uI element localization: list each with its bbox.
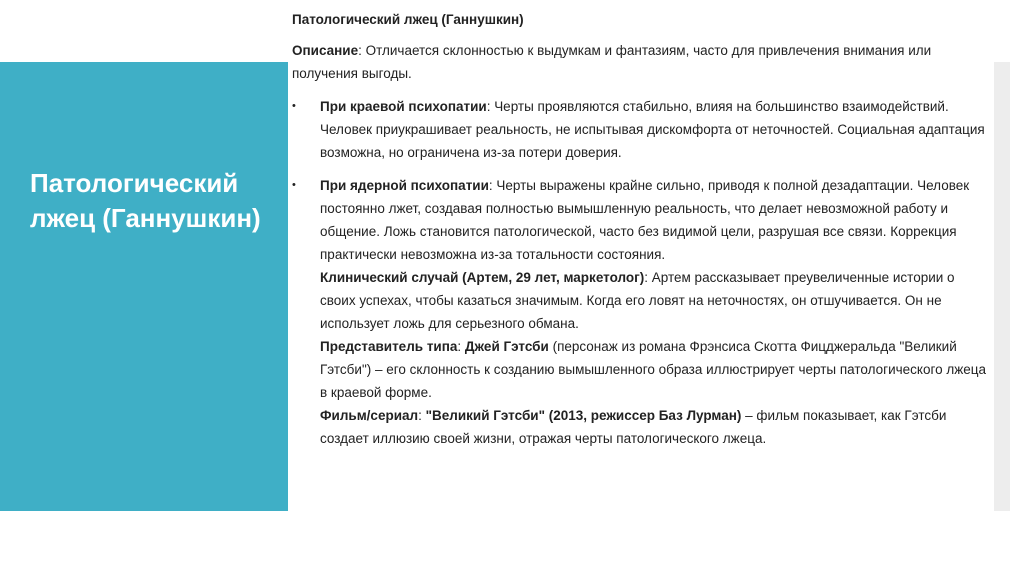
content-area [292,8,992,460]
bullet-marker: • [292,179,296,191]
bullet-text: : Черты выражены крайне сильно, приводя к полной дезадаптации. Человек постоянно лжет, создавая полностью вымышленную реальность, что делает невозможной работу и общение. Ложь становится патологической, часто без видимой цели, разрушая все связи. Коррекция практически невозможна из-за тотальности состояния. [320,178,970,262]
film-title: "Великий Гэтсби" (2013, режиссер Баз Лурман) [425,408,742,423]
case-text: : Артем рассказывает преувеличенные истории о своих успехах, чтобы казаться значимым. Когда его ловят на неточностях, он отшучивается. Он не использует ложь для серьезного обмана. [320,270,955,331]
right-side-bar [994,62,1010,511]
bullet-label: При ядерной психопатии [320,178,489,193]
representative-name: Джей Гэтсби [464,339,549,354]
bullet-nuclear [292,174,992,450]
film-label: Фильм/сериал [320,408,419,423]
film-text: – фильм показывает, как Гэтсби создает иллюзию своей жизни, отражая черты патологического лжеца. [320,408,947,446]
bullet-text: : Черты проявляются стабильно, влияя на большинство взаимодействий. Человек приукрашивает реальность, не испытывая дискомфорта от неточностей. Социальная адаптация возможна, но ограничена из-за потери доверия. [320,99,985,160]
representative-text: (персонаж из романа Фрэнсиса Скотта Фицджеральда "Великий Гэтсби") – его склонность к созданию вымышленного образа иллюстрирует черты патологического лжеца в краевой форме. [320,339,987,400]
bullet-marginal [292,95,992,164]
description-label: Описание [292,43,359,58]
description [292,39,992,85]
title-panel [0,62,288,511]
representative-sep: : [457,339,465,354]
case-label: Клинический случай (Артем, 29 лет, маркетолог) [320,270,645,285]
representative-label: Представитель типа [320,339,458,354]
slide-title: Патологический лжец (Ганнушкин) [30,168,261,233]
description-text: : Отличается склонностью к выдумкам и фантазиям, часто для привлечения внимания или получения выгоды. [292,43,932,81]
bullet-marker: • [292,100,296,112]
content-heading: Патологический лжец (Ганнушкин) [292,12,524,27]
film-sep: : [418,408,426,423]
bullet-label: При краевой психопатии [320,99,487,114]
